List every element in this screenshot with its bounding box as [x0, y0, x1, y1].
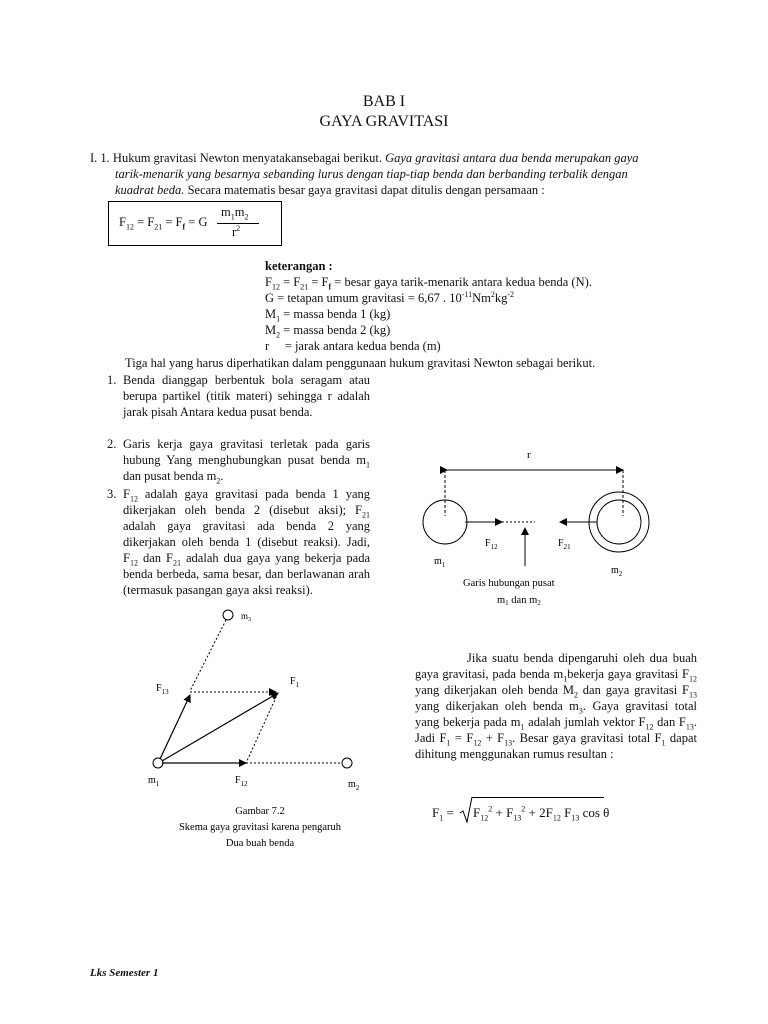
diagram1-caption-1: Garis hubungan pusat: [463, 578, 555, 589]
formula-lhs: $F_{12} = F_{21} = F_f = G$: [119, 215, 208, 232]
line-to-m3: [190, 620, 226, 691]
keterangan-heading: keterangan :: [265, 259, 333, 273]
newton-formula-box: [108, 201, 282, 246]
mass-m2-circle: [342, 758, 352, 768]
list-item-2: Garis kerja gaya gravitasi terletak pada garis hubung Yang menghubungkan pusat benda $m_1$ dan pusat benda $m_2$.: [123, 437, 370, 486]
label-m3: $m_3$: [241, 611, 252, 623]
distance-r-label: r: [527, 449, 531, 461]
mass-m2-outer-circle: [589, 492, 649, 552]
chapter-label: BAB I: [362, 93, 406, 110]
label-f1: $F_1$: [290, 676, 300, 689]
keterangan-line-1: $F_{12} = F_{21} = F_f$ = besar gaya tarik-menarik antara kedua benda (N).: [265, 275, 592, 292]
figure-caption-3: Dua buah benda: [225, 838, 295, 849]
intro-italic-3: kuadrat beda.: [115, 183, 185, 197]
list-item-1: Benda dianggap berbentuk bola seragam atau berupa partikel (titik materi) sehingga r adalah jarak pisah Antara kedua pusat benda.: [123, 373, 370, 419]
label-m2: $m_2$: [611, 565, 623, 578]
formula-numerator: $m_1m_2$: [221, 205, 249, 222]
keterangan-line-4: $M_2$ = massa benda 2 (kg): [265, 323, 391, 340]
force-f1-resultant-arrow: [162, 693, 278, 761]
label-f13: $F_{13}$: [156, 683, 169, 696]
square-root-sign: [459, 796, 473, 824]
resultant-formula: $F_1$ =: [432, 805, 454, 823]
intro-italic-1: Gaya gravitasi antara dua benda merupakan gaya: [385, 151, 639, 165]
mass-m1-point: [153, 758, 163, 768]
figure-caption-2: Skema gaya gravitasi karena pengaruh: [178, 822, 342, 833]
vector-sum-diagram: [140, 605, 380, 860]
label-f12: $F_{12}$: [235, 775, 248, 788]
keterangan-line-3: $M_1$ = massa benda 1 (kg): [265, 307, 391, 324]
resultant-paragraph: Jika suatu benda dipengaruhi oleh dua buah gaya gravitasi, pada benda $m_1bekerja$ gaya gravitasi $F_{12}$ yang dikerjakan oleh benda $M_2$ dan gaya gravitasi $F_{13}$ yang dikerjakan oleh benda $m_3$. Gaya gravitasi total yang bekerja pada $m_1$ adalah jumlah vektor $F_{12}$ dan $F_{13}$. Jadi $F_1 = F_{12} + F_{13}$. Besar gaya gravitasi total $F_1$ dapat dihitung menggunakan rumus resultan :: [415, 651, 697, 761]
list-number-2: 2.: [107, 437, 117, 451]
label-f12: $F_{12}$: [485, 538, 498, 551]
parallelogram-side: [246, 693, 278, 763]
force-f13-arrow: [160, 695, 190, 759]
list-item-3: $F_{12}$ adalah gaya gravitasi pada benda 1 yang dikerjakan oleh benda 2 (disebut aksi); $F_{21}$ adalah gaya gravitasi ada benda 2 yang dikerjakan oleh benda 1 (disebut reaksi). Jadi, $F_{12}$ dan $F_{21}$ adalah dua gaya yang bekerja pada benda berbeda, sama besar, dan berlawanan arah (termasuk pasangan gaya aksi reaksi).: [123, 487, 371, 597]
mass-m3-circle: [223, 610, 233, 620]
section-number: I. 1.: [90, 151, 110, 165]
footer-text: Lks Semester 1: [90, 967, 159, 979]
intro-italic-2: tarik-menarik yang besarnya sebanding lurus dengan tiap-tiap benda dan berbanding terbalik dengan: [115, 167, 628, 181]
intro-line-3: [115, 182, 545, 198]
intro-plain-start: Hukum gravitasi Newton menyatakansebagai berikut.: [112, 151, 382, 165]
resultant-formula-radicand: $F_{12}^2 + F_{13}^2 + 2F_{12}$ $F_{13}$ cos θ: [473, 804, 610, 823]
tiga-hal-text: Tiga hal yang harus diperhatikan dalam penggunaan hukum gravitasi Newton sebagai berikut.: [125, 356, 596, 370]
label-m1: $m_1$: [148, 775, 160, 788]
keterangan-line-2: G = tetapan umum gravitasi = 6,67 . $10^{-11}Nm^2kg^{-2}$: [265, 289, 515, 305]
chapter-title: GAYA GRAVITASI: [319, 113, 449, 130]
keterangan-line-5: r = jarak antara kedua benda (m): [265, 339, 441, 353]
square-root-bar: [472, 797, 604, 798]
list-number-3: 3.: [107, 487, 117, 501]
formula-denominator: $r^2$: [232, 223, 241, 239]
intro-line-1: [90, 150, 639, 166]
label-m2: $m_2$: [348, 779, 360, 792]
intro-plain-end: Secara matematis besar gaya gravitasi dapat ditulis dengan persamaan :: [187, 183, 545, 197]
mass-m2-inner-circle: [597, 500, 641, 544]
figure-caption-1: Gambar 7.2: [235, 806, 285, 817]
label-f21: $F_{21}$: [558, 538, 571, 551]
label-m1: $m_1$: [434, 556, 446, 569]
diagram1-caption-2: m1 dan m2: [497, 595, 541, 607]
two-mass-diagram: [405, 440, 655, 615]
list-number-1: 1.: [107, 373, 117, 387]
